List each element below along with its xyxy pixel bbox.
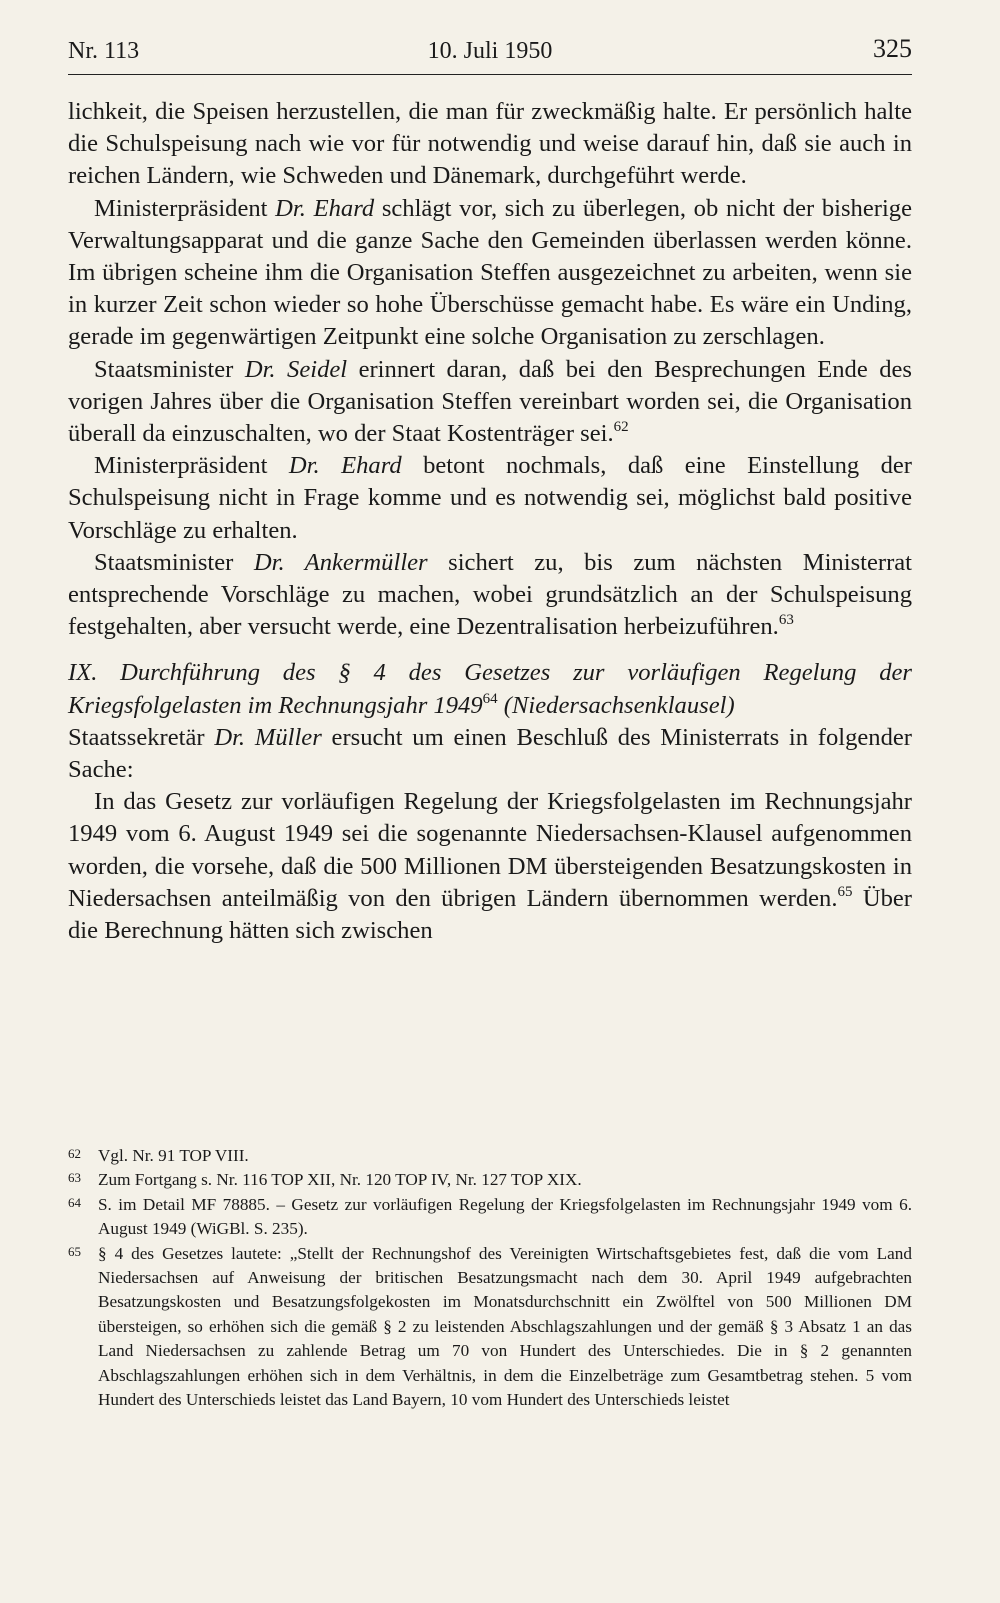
paragraph: Ministerpräsident Dr. Ehard betont nochmals, daß eine Einstellung der Schulspeisung nicht in Frage komme und es notwendig sei, möglichst bald positive Vorschläge zu erhalten. [68,452,912,544]
header-date: 10. Juli 1950 [427,38,553,64]
section-heading: IX. Durchführung des § 4 des Gesetzes zur vorläufigen Regelung der Kriegsfolgelasten im Rechnungsjahr 1949$^{64}$ (Niedersachsenklausel) [68,659,912,719]
footnote [68,1168,912,1192]
speaker-name: Dr. Müller [214,723,322,751]
footnote [68,1144,912,1168]
paragraph: lichkeit, die Speisen herzustellen, die man für zweckmäßig halte. Er persönlich halte die Schulspeisung nach wie vor für notwendig und weise darauf hin, daß sie auch in reichen Ländern, wie Schweden und Dänemark, durchgeführt werde. [68,98,912,190]
footnote-number: 64 [68,1194,81,1210]
paragraph: In das Gesetz zur vorläufigen Regelung der Kriegsfolgelasten im Rechnungsjahr 1949 vom 6. August 1949 sei die sogenannte Niedersachsen-Klausel aufgenommen worden, die vorsehe, daß die 500 Millionen DM übersteigenden Besatzungskosten in Niedersachsen anteilmäßig von den übrigen Ländern übernommen werden.$^{65}$ Über die Berechnung hätten sich zwischen [68,788,913,945]
paragraph: Staatsminister Dr. Ankermüller sichert zu, bis zum nächsten Ministerrat entsprechende Vorschläge zu machen, wobei grundsätzlich an der Schulspeisung festgehalten, aber versucht werde, eine Dezentralisation herbeizuführen.$^{63}$ [68,548,913,641]
document-number: Nr. 113 [68,38,140,64]
footnote-ref[interactable]: 63 [778,612,794,629]
speaker-name: Dr. Seidel [244,355,348,383]
running-header [68,34,912,75]
paragraph: Staatssekretär Dr. Müller ersucht um einen Beschluß des Ministerrats in folgender Sache: [68,723,912,784]
page-number: 325 [873,34,912,63]
paragraph: Ministerpräsident Dr. Ehard schlägt vor, sich zu überlegen, ob nicht der bisherige Verwaltungsapparat und die ganze Sache den Gemeinden überlassen werden könne. Im übrigen scheine ihm die Organisation Steffen ausgezeichnet zu arbeiten, wenn sie in kurzer Zeit schon wieder so hohe Überschüsse gemacht habe. Es wäre ein Unding, gerade im gegenwärtigen Zeitpunkt eine solche Organisation zu zerschlagen. [68,194,912,351]
footnote-text: § 4 des Gesetzes lautete: „Stellt der Rechnungshof des Vereinigten Wirtschaftsgebietes fest, daß die vom Land Niedersachsen auf Anweisung der britischen Besatzungsmacht nach dem 30. April 1949 aufgebrachten Besatzungskosten und Besatzungsfolgekosten im Monatsdurchschnitt ein Zwölftel von 500 Millionen DM übersteigen, so erhöhen sich die gemäß § 2 zu leistenden Abschlagszahlungen und der gemäß § 3 Absatz 1 an das Land Niedersachsen zu zahlende Betrag um 70 von Hundert des Unterschiedes. Die in § 2 genannten Abschlagszahlungen erhöhen sich in dem Verhältnis, in dem die Einzelbeträge zum Gesamtbetrag stehen. 5 vom Hundert des Unterschieds leistet das Land Bayern, 10 vom Hundert des Unterschieds leistet [98,1243,912,1410]
speaker-name: Dr. Ehard [288,452,402,480]
footnote-number: 62 [68,1146,81,1161]
speaker-name: Dr. Ankermüller [253,548,428,576]
footnote [68,1242,912,1413]
footnote-ref[interactable]: 64 [482,690,498,707]
footnote-text: Zum Fortgang s. Nr. 116 TOP XII, Nr. 120 TOP IV, Nr. 127 TOP XIX. [98,1170,582,1190]
footnotes [68,1144,912,1412]
footnote-text: Vgl. Nr. 91 TOP VIII. [98,1146,249,1165]
main-text [68,96,912,947]
footnote-number: 65 [68,1243,81,1259]
footnote-number: 63 [68,1170,81,1186]
footnote-ref[interactable]: 62 [613,419,629,436]
footnote [68,1193,912,1242]
speaker-name: Dr. Ehard [275,194,375,222]
footnote-ref[interactable]: 65 [837,883,853,900]
paragraph: Staatsminister Dr. Seidel erinnert daran, daß bei den Besprechungen Ende des vorigen Jahres über die Organisation Steffen vereinbart worden sei, die Organisation überall da einzuschalten, wo der Staat Kostenträger sei.$^{62}$ [68,355,913,448]
footnote-text: S. im Detail MF 78885. – Gesetz zur vorläufigen Regelung der Kriegsfolgelasten im Rechnungsjahr 1949 vom 6. August 1949 (WiGBl. S. 235). [98,1194,912,1239]
